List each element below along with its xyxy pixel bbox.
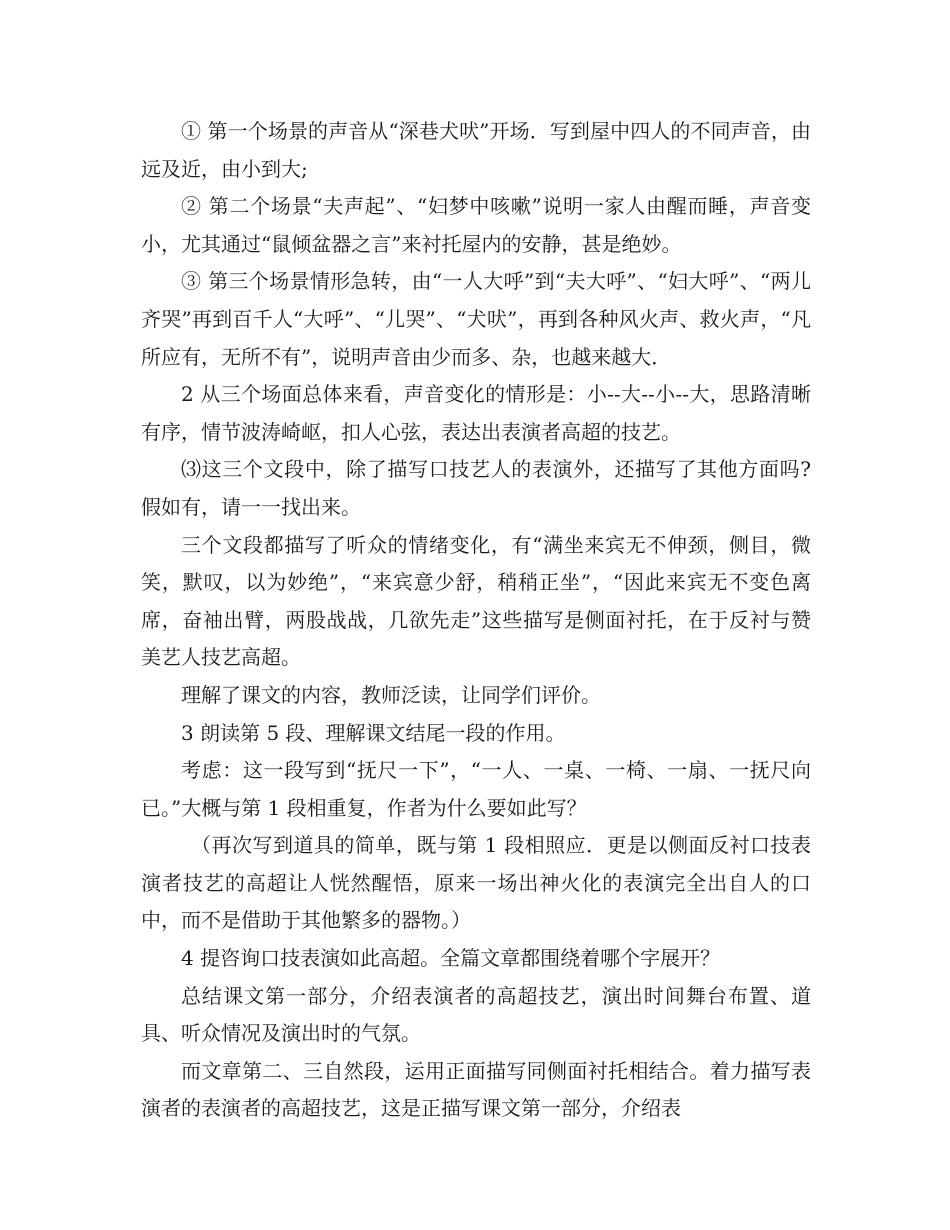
paragraph-consider: 考虑：这一段写到“抚尺一下”，“一人、一桌、一椅、一扇、一抚尺向已。”大概与第 1 段相重复，作者为什么要如此写？	[141, 758, 811, 820]
paragraph-read-section-5: 3 朗读第 5 段、理解课文结尾一段的作用。	[181, 720, 566, 745]
paragraph-sound-change: 2 从三个场面总体来看，声音变化的情形是：小--大--小--大，思路清晰有序，情节波涛崎岖，扣人心弦，表达出表演者高超的技艺。	[141, 382, 811, 444]
paragraph-summary: 总结课文第一部分，介绍表演者的高超技艺，演出时间舞台布置、道具、听众情况及演出时的气氛。	[141, 983, 811, 1046]
document-body	[141, 113, 811, 1128]
paragraph-scene-1: ① 第一个场景的声音从“深巷犬吠”开场．写到屋中四人的不同声音，由远及近，由小到大;	[141, 119, 811, 181]
paragraph-question-4: 4 提咨询口技表演如此高超。全篇文章都围绕着哪个字展开？	[181, 946, 721, 971]
paragraph-scene-3: ③ 第三个场景情形急转，由“一人大呼”到“夫大呼”、“妇大呼”、“两儿齐哭”再到百千人“大呼”、“儿哭”、“犬吠”，再到各种风火声、救火声，“凡所应有，无所不有”，说明声音由少而多、杂，也越来越大．	[141, 269, 811, 369]
paragraph-audience: 三个文段都描写了听众的情绪变化，有“满坐来宾无不伸颈，侧目，微笑，默叹，以为妙绝”，“来宾意少舒，稍稍正坐”，“因此来宾无不变色离席，奋袖出臂，两股战战，几欲先走”这些描写是侧面衬托，在于反衬与赞美艺人技艺高超。	[141, 532, 811, 670]
paragraph-sections-2-3: 而文章第二、三自然段，运用正面描写同侧面衬托相结合。着力描写表演者的表演者的高超技艺，这是正描写课文第一部分，介绍表	[141, 1058, 811, 1121]
paragraph-question-3: ⑶这三个文段中，除了描写口技艺人的表演外，还描写了其他方面吗?假如有，请一一找出来。	[141, 457, 811, 519]
paragraph-answer: （再次写到道具的简单，既与第 1 段相照应．更是以侧面反衬口技表演者技艺的高超让人恍然醒悟，原来一场出神火化的表演完全出自人的口中，而不是借助于其他繁多的器物。）	[141, 833, 811, 933]
paragraph-teacher-reading: 理解了课文的内容，教师泛读，让同学们评价。	[181, 682, 601, 707]
paragraph-scene-2: ② 第二个场景“夫声起”、“妇梦中咳嗽”说明一家人由醒而睡，声音变小，尤其通过“鼠倾盆器之言”来衬托屋内的安静，甚是绝妙。	[141, 194, 811, 256]
